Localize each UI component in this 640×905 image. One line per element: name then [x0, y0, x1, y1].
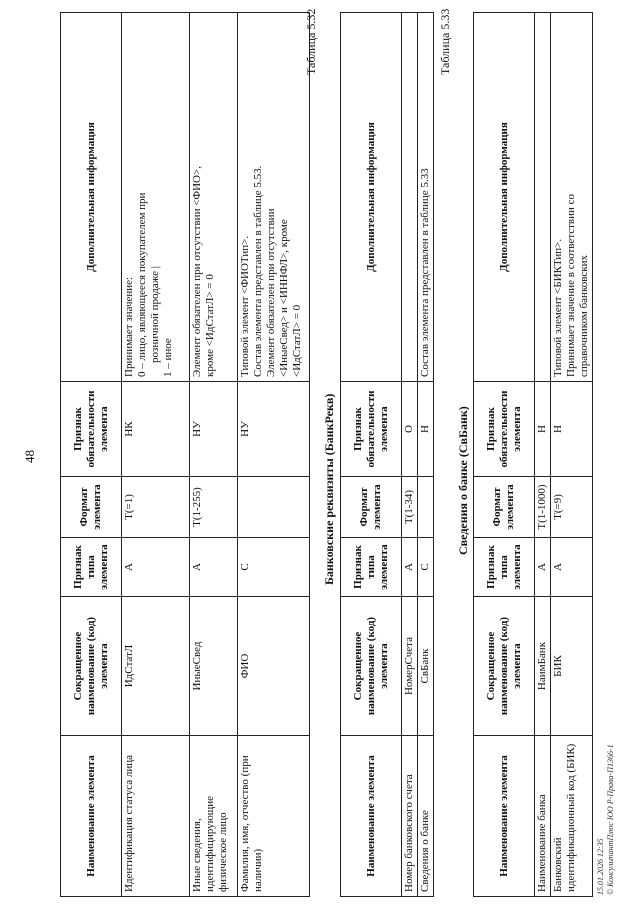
table-row — [190, 13, 238, 897]
cell-name: Идентификация статуса лица — [122, 736, 190, 897]
cell-type: А — [122, 538, 190, 597]
cell-required: НУ — [190, 382, 238, 477]
table-row — [122, 13, 190, 897]
header-type: Признак типа элемента — [474, 538, 535, 597]
cell-type: А — [551, 538, 593, 597]
info-line: Типовой элемент <ФИОТип>. — [239, 235, 251, 377]
header-code: Сокращенное наименование (код) элемента — [61, 597, 122, 736]
cell-name: Наименование банка — [535, 736, 551, 897]
header-required: Признак обязательности элемента — [341, 382, 402, 477]
table-header-row — [474, 13, 535, 897]
cell-info — [190, 13, 238, 382]
cell-info — [551, 13, 593, 382]
cell-type: А — [190, 538, 238, 597]
cell-required: О — [402, 382, 418, 477]
header-info: Дополнительная информация — [341, 13, 402, 382]
stamp-source: © КонсультантПлюс ЮО Р-Права-П1366-1 — [606, 744, 615, 895]
cell-format — [238, 477, 310, 538]
cell-code: ФИО — [238, 597, 310, 736]
header-type: Признак типа элемента — [61, 538, 122, 597]
header-format: Формат элемента — [341, 477, 402, 538]
cell-info — [122, 13, 190, 382]
cell-required: НУ — [238, 382, 310, 477]
cell-required: Н — [535, 382, 551, 477]
header-name: Наименование элемента — [341, 736, 402, 897]
info-line: справочником банковских — [578, 255, 590, 377]
header-info: Дополнительная информация — [61, 13, 122, 382]
table-row — [551, 13, 593, 897]
info-line: Элемент обязателен при отсутствии — [265, 208, 277, 377]
stamp-date: 15.01.2026 12:35 — [596, 838, 605, 895]
cell-format: Т(1-1000) — [535, 477, 551, 538]
cell-name: Фамилия, имя, отчество (при наличии) — [238, 736, 310, 897]
info-line: Принимает значение в соответствии со — [565, 193, 577, 377]
info-line: <ИдСтатЛ> = 0 — [291, 304, 303, 377]
cell-name: Номер банковского счета — [402, 736, 418, 897]
cell-code: БИК — [551, 597, 593, 736]
header-required: Признак обязательности элемента — [61, 382, 122, 477]
table-title: Банковские реквизиты (БанкРекв) — [322, 393, 336, 585]
table-individual-info — [60, 12, 310, 897]
cell-type: С — [418, 538, 434, 597]
cell-info — [535, 13, 551, 382]
table-bank-details — [340, 12, 434, 897]
table-bank-info — [473, 12, 593, 897]
table-title: Сведения о банке (СвБанк) — [456, 406, 470, 555]
cell-name: Банковский идентификационный код (БИК) — [551, 736, 593, 897]
header-format: Формат элемента — [474, 477, 535, 538]
cell-code: ИныеСвед — [190, 597, 238, 736]
info-line: Принимает значение: — [123, 276, 135, 377]
header-info: Дополнительная информация — [474, 13, 535, 382]
cell-format: Т(=1) — [122, 477, 190, 538]
cell-code: ИдСтатЛ — [122, 597, 190, 736]
header-code: Сокращенное наименование (код) элемента — [474, 597, 535, 736]
info-line: Состав элемента представлен в таблице 5.53. — [252, 165, 264, 377]
info-line: Элемент обязателен при отсутствии <ФИО>, — [191, 166, 203, 377]
cell-required: Н — [551, 382, 593, 477]
table-header-row — [341, 13, 402, 897]
info-line: розничной продаже | — [149, 265, 161, 363]
cell-format: Т(=9) — [551, 477, 593, 538]
cell-required: Н — [418, 382, 434, 477]
table-label: Таблица 5.32 — [304, 8, 318, 75]
cell-name: Иные сведения, идентифицирующие физическое лицо — [190, 736, 238, 897]
print-stamp — [596, 744, 616, 895]
table-row — [238, 13, 310, 897]
cell-info — [402, 13, 418, 382]
header-format: Формат элемента — [61, 477, 122, 538]
cell-code: СвБанк — [418, 597, 434, 736]
info-line: Типовой элемент <БИКТип>. — [552, 238, 564, 377]
info-line: 1 – иное — [162, 338, 174, 377]
cell-code: НомерСчета — [402, 597, 418, 736]
cell-info — [238, 13, 310, 382]
info-line: кроме <ИдСтатЛ> = 0 — [204, 274, 216, 377]
table-label: Таблица 5.33 — [438, 8, 452, 75]
header-name: Наименование элемента — [474, 736, 535, 897]
info-line: <ИныеСвед> и <ИННФЛ>, кроме — [278, 219, 290, 377]
cell-code: НаимБанк — [535, 597, 551, 736]
table-row — [418, 13, 434, 897]
table-row — [402, 13, 418, 897]
page-number: 48 — [22, 450, 37, 463]
cell-type: С — [238, 538, 310, 597]
cell-info: Состав элемента представлен в таблице 5.33 — [418, 13, 434, 382]
table-header-row — [61, 13, 122, 897]
header-type: Признак типа элемента — [341, 538, 402, 597]
cell-format: Т(1-34) — [402, 477, 418, 538]
cell-name: Сведения о банке — [418, 736, 434, 897]
header-name: Наименование элемента — [61, 736, 122, 897]
cell-format — [418, 477, 434, 538]
header-code: Сокращенное наименование (код) элемента — [341, 597, 402, 736]
info-line: 0 – лицо, являющееся покупателем при — [136, 192, 148, 377]
cell-format: Т(1-255) — [190, 477, 238, 538]
cell-required: НК — [122, 382, 190, 477]
cell-type: А — [535, 538, 551, 597]
table-row — [535, 13, 551, 897]
header-required: Признак обязательности элемента — [474, 382, 535, 477]
cell-type: А — [402, 538, 418, 597]
